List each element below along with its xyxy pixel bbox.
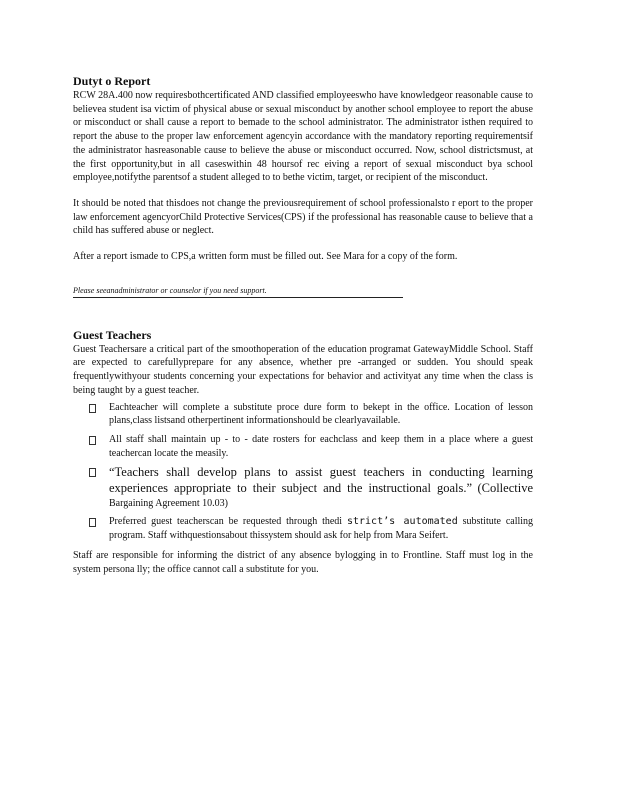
checkbox-bullet-icon <box>89 468 96 477</box>
bullet-item <box>89 401 533 428</box>
document-page <box>73 74 533 576</box>
duty-to-report-heading: Dutyt o Report <box>73 74 151 88</box>
bullet-text: Eachteacher will complete a substitute proce dure form to bekept in the office. Location of lesson plans,class listsand otherpertinent informationshould be clearlyavailable. <box>109 401 533 427</box>
bullet-item <box>89 515 533 542</box>
checkbox-bullet-icon <box>89 436 96 445</box>
duty-paragraph-1: RCW 28A.400 now requiresbothcertificated AND classified employeeswho have knowledgeor reasonable cause to believea student isa victim of physical abuse or sexual misconduct by another school employee to report the abuse or misconduct or shall cause a report to bemade to the school administrator. The administrator isthen required to report the abuse to the proper law enforcement agencyin accordance with the mandatory reporting requirementsif the administrator hasreasonable cause to believe the abuse or misconduct occurred. Now, school districtsmust, at the first opportunity,but in all caseswithin 48 hoursof rec eiving a report of sexual misconduct bya school employee,notifythe parentsof a student alleged to to bethe victim, target, or recipient of the misconduct. <box>73 90 533 184</box>
duty-paragraph-2: It should be noted that thisdoes not change the previousrequirement of school professionalsto r eport to the proper law enforcement agencyorChild Protective Services(CPS) if the professional has reasonable cause to believe that a child has suffered abuse or neglect. <box>73 197 533 237</box>
checkbox-bullet-icon <box>89 518 96 527</box>
support-note: Please seeanadministrator or counselor if you need support. <box>73 285 403 298</box>
bullet-item <box>89 465 533 510</box>
bullet-mid-text: strict’s automated <box>346 516 458 528</box>
guest-intro-paragraph: Guest Teachersare a critical part of the smoothoperation of the education programat GatewayMiddle School. Staff are expected to carefullyprepare for any absence, whether pre -arranged or sudden. You should speak frequentlywithyour students concerning your expectations for behavior and activityat any time when the class is being taught by a guest teacher. <box>73 343 533 396</box>
bullet-tail-text: substitute calling program. Staff withquestionsabout thissystem should ask for help from Mara Seifert. <box>109 516 534 542</box>
bullet-quote-suffix: (Collective <box>477 481 533 496</box>
guest-teachers-heading: Guest Teachers <box>73 327 152 342</box>
guest-teacher-bullets <box>73 401 533 543</box>
duty-paragraph-3: After a report ismade to CPS,a written form must be filled out. See Mara for a copy of the form. <box>73 251 458 263</box>
bullet-text: Preferred guest teacherscan be requested through thedi <box>109 516 343 528</box>
bullet-item <box>89 433 533 460</box>
guest-closing-paragraph: Staff are responsible for informing the district of any absence bylogging in to Frontline. Staff must log in the system persona lly; the office cannot call a substitute for you. <box>73 549 533 575</box>
bullet-text: All staff shall maintain up - to - date rosters for eachclass and keep them in a place where a guest teachercan locate the measily. <box>109 433 533 459</box>
bullet-quote-tail: Bargaining Agreement 10.03) <box>109 497 228 509</box>
bullet-quote-text: “Teachers shall develop plans to assist guest teachers in conducting learning experiences appropriate to their subject and the instructional goals.” <box>109 465 533 496</box>
checkbox-bullet-icon <box>89 404 96 413</box>
